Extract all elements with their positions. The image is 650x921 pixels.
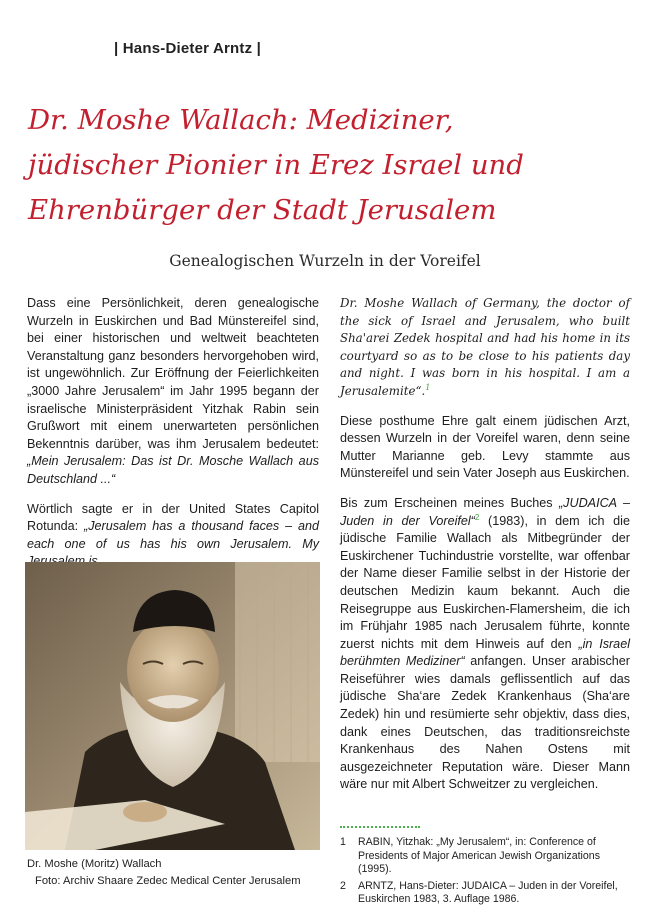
- footnotes: [340, 826, 630, 910]
- title-line-2: jüdischer Pionier in Erez Israel und: [28, 149, 524, 181]
- right-paragraph-2: Diese posthume Ehre galt einem jüdischen Arzt, dessen Wurzeln in der Voreifel waren, denn seine Mutter Marianne geb. Levy stammte aus Münstereifel und sein Vater Joseph aus Euskirchen.: [340, 413, 630, 481]
- right-column: [340, 295, 630, 806]
- left-column: [27, 295, 319, 583]
- left-paragraph-2: [27, 501, 319, 571]
- left-p2-text: Wörtlich sagte er in der United States Capitol Rotunda:: [27, 501, 319, 534]
- footnote-ref-2[interactable]: 2: [474, 512, 480, 522]
- article-subtitle: Genealogischen Wurzeln in der Voreifel: [169, 252, 481, 270]
- right-quote-text: Dr. Moshe Wallach of Germany, the doctor of the sick of Israel and Jerusalem, who built Sha'arei Zedek hospital and had his home in its courtyard so as to be close to his patients day and night. I was born in his hospital. I am a Jerusalemite“.: [340, 296, 630, 398]
- portrait-photo: [25, 562, 320, 850]
- right-p3-book: „JUDAICA – Juden in der Voreifel“: [340, 495, 631, 528]
- left-p1-text: Dass eine Persönlichkeit, deren genealogische Wurzeln in Euskirchen und Bad Münstereifel sind, bei einer historischen und weltweit beachteten Veranstaltung ganz besonders hervorgehoben wird, ist ungewöhnlich. Zur Eröffnung der Feierlichkeiten „3000 Jahre Jerusalem“ im Jahr 1995 begann der israelische Ministerpräsident Yitzhak Rabin sein Grußwort mit einem unerwarteten persönlichen Bekenntnis darüber, was ihm Jerusalem bedeutet:: [27, 296, 319, 451]
- left-p2-quote: „Jerusalem has a thousand faces – and each one of us has his own Jerusalem. My: [27, 519, 319, 551]
- footnote-number: 2: [340, 879, 346, 892]
- right-p3-b: (1983), in dem ich die jüdische Familie Wallach als Mitbegründer der Euskirchener Tuchindustrie vorstellte, war offenbar der Name dieser Familie selbst in der Historie der deutschen Medizin kaum bekannt. Auch die Reisegruppe aus Euskirchen-Flamersheim, die ich im Frühjahr 1985 nach Jerusalem führte, konnte zuerst nichts mit dem Hinweis auf den: [340, 513, 630, 651]
- footnote-text: RABIN, Yitzhak: „My Jerusalem“, in: Conference of Presidents of Major American Jewish Organizations (1995).: [358, 836, 600, 875]
- footnote-ref-1[interactable]: 1: [425, 383, 431, 393]
- footnote-text: ARNTZ, Hans-Dieter: JUDAICA – Juden in der Voreifel, Euskirchen 1983, 3. Auflage 1986.: [358, 879, 618, 905]
- author-line: | Hans-Dieter Arntz |: [114, 40, 262, 57]
- footnote-item: [340, 836, 630, 877]
- footnote-divider: [340, 826, 420, 828]
- portrait-image: [25, 562, 320, 850]
- footnote-number: 1: [340, 836, 346, 848]
- right-quote-en: [340, 295, 630, 401]
- left-paragraph-1: [27, 295, 319, 489]
- right-paragraph-3: [340, 495, 630, 794]
- right-p3-c: anfangen. Unser arabischer Reiseführer wies damals geflissentlich auf das jüdische Sha‘are Zedek Krankenhaus (Sha‘are Zedek) hin und resümierte sehr objektiv, dass dies, dank eines Deutschen, das traditionsreichste Krankenhaus des Nahen Ostens mit ausgezeichneter Reputation wäre. Dieser Mann wäre nur mit Albert Schweitzer zu vergleichen.: [340, 654, 630, 792]
- article-title: [28, 98, 638, 233]
- title-line-1: Dr. Moshe Wallach: Mediziner,: [28, 104, 454, 136]
- right-p3-a: Bis zum Erscheinen meines Buches: [340, 495, 559, 510]
- right-p3-quote: „in Israel berühmten Mediziner“: [340, 636, 630, 669]
- photo-caption: [27, 856, 327, 890]
- left-p1-quote: „Mein Jerusalem: Das ist Dr. Mosche Wallach aus Deutschland ...“: [27, 454, 319, 486]
- title-line-3: Ehrenbürger der Stadt Jerusalem: [28, 194, 497, 226]
- footnote-item: [340, 880, 630, 907]
- caption-line-1: Dr. Moshe (Moritz) Wallach: [27, 858, 162, 870]
- caption-line-2: Foto: Archiv Shaare Zedec Medical Center Jerusalem: [35, 875, 301, 887]
